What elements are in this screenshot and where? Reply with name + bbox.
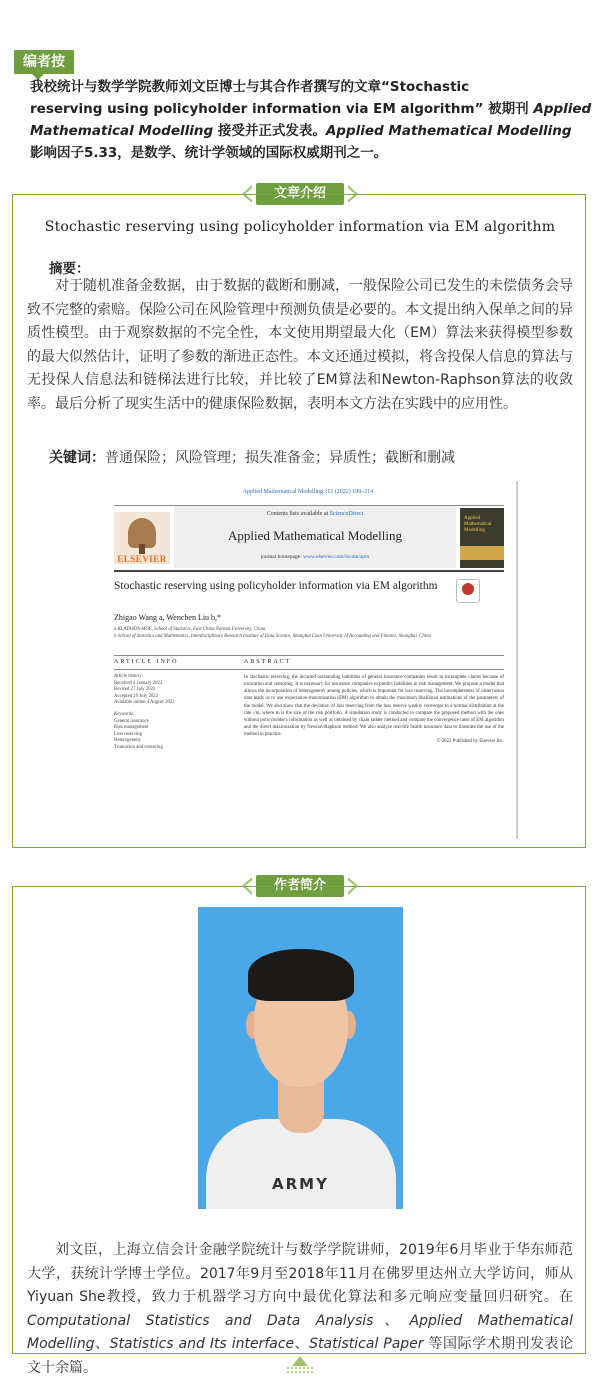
paper-header [114,505,504,572]
divider [114,655,504,656]
history-item: Revised 27 July 2022 [114,687,156,693]
journal-name: Applied Mathematical Modelling [227,528,402,543]
bio-end: 等国际学术期刊发表论文十余篇。 [27,1336,574,1376]
history-label: Article history: [114,674,144,679]
paper-keyword: Truncation and censoring [114,744,163,750]
contents-prefix: Contents lists available at [266,511,330,517]
journal-italic: Computational Statistics and Data Analysis [27,1312,374,1329]
paper-keyword: Loss reserving [114,731,143,737]
keywords-text: 普通保险；风险管理；损失准备金；异质性；截断和删减 [105,450,455,466]
abstract-label: 摘要： [49,261,90,277]
divider [114,669,504,670]
editor-note-text: 接受并正式发表。 [213,123,326,139]
paper-title: Stochastic reserving using policyholder information via EM algorithm [44,219,556,235]
paper-masthead [174,506,456,568]
editor-note [30,76,592,164]
paper-keywords-label: Keywords: [114,711,135,717]
check-dot [462,583,474,595]
history-item: Accepted 29 July 2022 [114,693,159,699]
journal-homepage [174,554,456,560]
decorative-dots [286,1366,314,1374]
paper-journal-line: Applied Mathematical Modelling 112 (2022) 199–214 [242,489,374,495]
editor-note-line-4: 影响因子5.33，是数学、统计学领域的国际权威期刊之一。 [30,145,388,161]
arrow-up-icon [292,1356,308,1366]
keywords [49,447,455,467]
bio-sep: 、 [294,1336,310,1352]
photo-hair [248,949,354,1001]
journal-name-italic: Applied [533,101,592,117]
article-info-heading: ARTICLE INFO [114,659,179,665]
journal-cover [460,508,504,568]
paper-keyword: General insurance [114,718,149,724]
journal-italic: Statistics and Its interface [109,1336,295,1352]
cover-title: Applied Mathematical Modelling [464,516,492,533]
paper-abstract [244,674,504,746]
sciencedirect-link: ScienceDirect [329,511,364,517]
editor-note-line-3 [30,120,570,142]
shirt-text: ARMY [272,1175,329,1193]
editor-note-tag: 编者按 [14,50,74,74]
article-section [12,194,586,848]
tree-trunk [139,544,145,554]
paper-copyright: © 2022 Published by Elsevier Inc. [436,739,504,745]
homepage-prefix: journal homepage: [260,554,304,560]
paper-keyword: Risk management [114,725,149,731]
paper-authors: Zhigao Wang a, Wenchen Liu b,* [114,613,222,622]
cover-stripe [460,546,504,560]
article-info [114,674,232,752]
bio-sep: 、 [373,1312,410,1329]
affiliation-b: b School of Statistics and Mathematics, Interdisciplinary Research Institute of Data Science, Shanghai Lixin University of Accounting and Finance, Shanghai, China [114,633,431,639]
paper-screenshot [100,481,518,839]
bio-text: 刘文臣，上海立信会计金融学院统计与数学学院讲师，2019年6月毕业于华东师范大学，获统计学博士学位。2017年9月至2018年11月在佛罗里达州立大学访问，师从Yiyuan She教授，致力于机器学习方向中最优化算法和多元响应变量回归研究。在 [27,1242,573,1305]
keywords-label: 关键词： [49,450,105,466]
elsevier-logo [114,512,170,564]
paper-article-title: Stochastic reserving using policyholder information via EM algorithm [114,580,438,592]
publisher-name: ELSEVIER [117,554,167,564]
contents-line [174,511,456,517]
paper-affiliations [114,627,494,640]
paper-abstract-text: In stochastic reserving, the incurred outstanding liabilities of general insurance companies result in incomplete claims because of truncation and censoring. It is necessary for insurance companies to predict liabilities in risk management. We propose a model that allows the incorporation of heterogeneity among policies, which is important for loss reserving. The incompleteness of observation data leads us to use expectation-maximization (EM) algorithm to obtain the maximum likelihood estimations of the parameters of the model. We also show that the deviation of loss reserving from the loss reserve weakly converges to a normal distribution at the rate √m, where m is the size of the risk portfolio. A simulation study is conducted to compare the proposed method with the ones without policyholder's information as well as obtained by chain ladder method and compare the convergence rates of EM algorithm and the direct maximization by Newton-Raphson method. We also analyze real-life health insurance data to illustrate the use of the method in practice. [244,675,504,738]
journal-name-italic: Mathematical Modelling [30,123,214,139]
abstract-text: 对于随机准备金数据，由于数据的截断和删减，一般保险公司已发生的未偿债务会导致不完整的索赔。保险公司在风险管理中预测负债是必要的。本文提出纳入保单之间的异质性模型。由于观察数据的不完全性，本文使用期望最大化（EM）算法来获得模型参数的最大似然估计，证明了参数的渐进正态性。本文还通过模拟，将含投保人信息的算法与无投保人信息法和链梯法进行比较，并比较了EM算法和Newton-Raphson算法的收敛率。最后分析了现实生活中的健康保险数据，表明本文方法在实践中的应用性。 [27,278,573,412]
editor-note-text: reserving using policyholder information via EM algorithm” 被期刊 [30,101,534,117]
author-photo [198,907,403,1209]
paper-keyword: Heterogeneity [114,738,142,744]
homepage-url: www.elsevier.com/locate/apm [303,554,370,560]
affiliation-a: a KLATASDS-MOE, School of Statistics, East China Normal University, China [114,627,266,632]
journal-name-italic: Applied Mathematical Modelling [325,123,572,139]
abstract-heading: ABSTRACT [244,659,292,665]
article-section-label: 文章介绍 [256,183,344,205]
author-section-label: 作者简介 [256,875,344,897]
check-for-updates-icon [456,579,480,603]
editor-note-line-2 [30,98,592,120]
history-item: Received 4 January 2022 [114,680,163,686]
journal-italic: Statistical Paper [309,1336,424,1352]
journal-italic: Applied Mathematical Modelling [27,1312,574,1352]
author-section [12,886,586,1376]
bio-sep: 、 [94,1336,110,1352]
history-item: Available online 4 August 2022 [114,700,175,706]
editor-note-line-1: 我校统计与数学学院教师刘文臣博士与其合作者撰写的文章“Stochastic [30,79,470,95]
